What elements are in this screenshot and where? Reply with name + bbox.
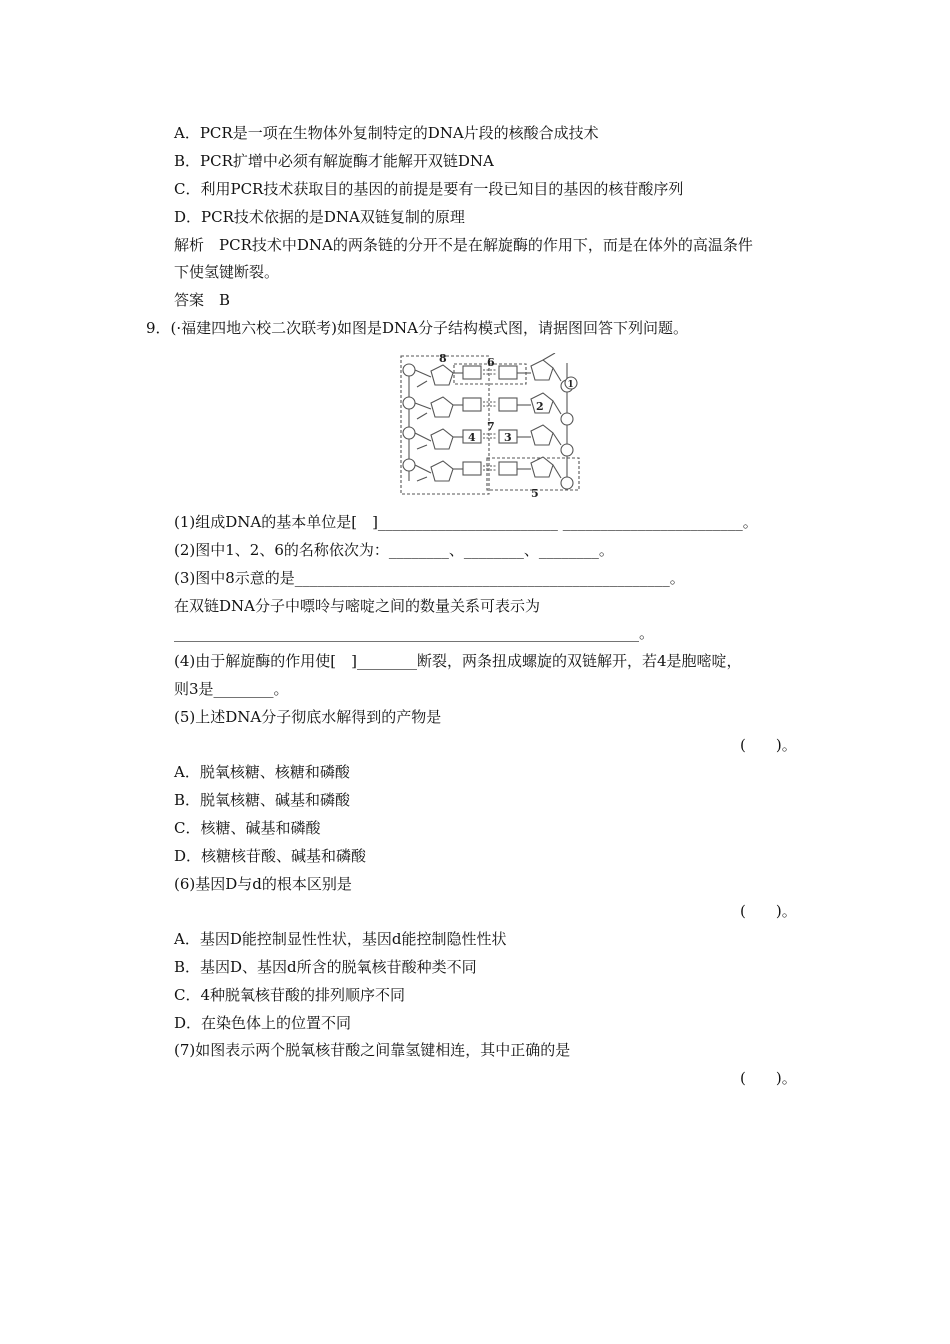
q9-sub5-option-b: B．脱氧核糖、碱基和磷酸 — [174, 791, 351, 809]
q8-analysis-line1: 解析 PCR技术中DNA的两条链的分开不是在解旋酶的作用下，而是在体外的高温条件 — [174, 236, 753, 254]
phosphate-r4 — [561, 477, 573, 489]
phosphate-l2 — [403, 397, 415, 409]
base-l1 — [463, 366, 481, 379]
phosphate-l3 — [403, 427, 415, 439]
q9-sub5: (5)上述DNA分子彻底水解得到的产物是 — [174, 708, 442, 726]
q9-sub6-option-c: C．4种脱氧核苷酸的排列顺序不同 — [174, 986, 406, 1004]
q9-sub1: (1)组成DNA的基本单位是[ ]________________________ ________________________。 — [174, 513, 758, 531]
q8-option-b: B．PCR扩增中必须有解旋酶才能解开双链DNA — [174, 152, 494, 170]
q9-sub5-option-c: C．核糖、碱基和磷酸 — [174, 819, 321, 837]
label-2: 2 — [536, 400, 544, 413]
phosphate-r3 — [561, 444, 573, 456]
q9-sub4-line2: 则3是________。 — [174, 680, 289, 698]
q9-stem: 9．(·福建四地六校二次联考)如图是DNA分子结构模式图，请据图回答下列问题。 — [146, 319, 689, 337]
q9-sub3-relation: 在双链DNA分子中嘌呤与嘧啶之间的数量关系可表示为 — [174, 597, 540, 615]
base-r2 — [499, 398, 517, 411]
q9-sub5-answer-paren: ( )。 — [740, 736, 797, 754]
label-8: 8 — [439, 353, 447, 365]
base-r4 — [499, 462, 517, 475]
q9-sub2: (2)图中1、2、6的名称依次为：________、________、________。 — [174, 541, 614, 559]
phosphate-l4 — [403, 459, 415, 471]
q9-sub6-option-b: B．基因D、基因d所含的脱氧核苷酸种类不同 — [174, 958, 477, 976]
q9-sub6-option-a: A．基因D能控制显性性状，基因d能控制隐性性状 — [174, 930, 507, 948]
q8-option-c: C．利用PCR技术获取目的基因的前提是要有一段已知目的基因的核苷酸序列 — [174, 180, 684, 198]
q9-sub6-answer-paren: ( )。 — [740, 902, 797, 920]
q8-answer: 答案 B — [174, 291, 231, 309]
sugar-l4 — [431, 461, 453, 481]
q9-sub4-line1: (4)由于解旋酶的作用使[ ]________断裂，两条扭成螺旋的双链解开，若4是胞嘧啶， — [174, 652, 742, 670]
label-6: 6 — [487, 356, 495, 369]
base-l4 — [463, 462, 481, 475]
label-3: 3 — [504, 431, 512, 444]
label-1: 1 — [567, 380, 574, 390]
q9-sub6: (6)基因D与d的根本区别是 — [174, 875, 352, 893]
base-r1 — [499, 366, 517, 379]
q9-sub7: (7)如图表示两个脱氧核苷酸之间靠氢键相连，其中正确的是 — [174, 1041, 571, 1059]
phosphate-r2 — [561, 413, 573, 425]
sugar-l2 — [431, 397, 453, 417]
label-5: 5 — [531, 487, 539, 498]
sugar-r4 — [531, 457, 553, 477]
q8-analysis-line2: 下使氢键断裂。 — [174, 263, 280, 281]
q8-option-a: A．PCR是一项在生物体外复制特定的DNA片段的核酸合成技术 — [174, 124, 599, 142]
q9-sub3: (3)图中8示意的是__________________________________________________。 — [174, 569, 685, 587]
q8-option-d: D．PCR技术依据的是DNA双链复制的原理 — [174, 208, 465, 226]
dna-structure-diagram — [399, 353, 589, 498]
label-7: 7 — [487, 420, 495, 433]
sugar-l3 — [431, 429, 453, 449]
label-4: 4 — [468, 431, 476, 444]
base-l2 — [463, 398, 481, 411]
q9-sub6-option-d: D．在染色体上的位置不同 — [174, 1014, 352, 1032]
sugar-r3 — [531, 425, 553, 445]
q9-sub3-blank: ______________________________________________________________。 — [174, 624, 655, 642]
sugar-r1 — [531, 360, 553, 380]
q9-sub5-option-d: D．核糖核苷酸、碱基和磷酸 — [174, 847, 367, 865]
sugar-l1 — [431, 365, 453, 385]
phosphate-l1 — [403, 364, 415, 376]
q9-sub7-answer-paren: ( )。 — [740, 1069, 797, 1087]
q9-sub5-option-a: A．脱氧核糖、核糖和磷酸 — [174, 763, 350, 781]
